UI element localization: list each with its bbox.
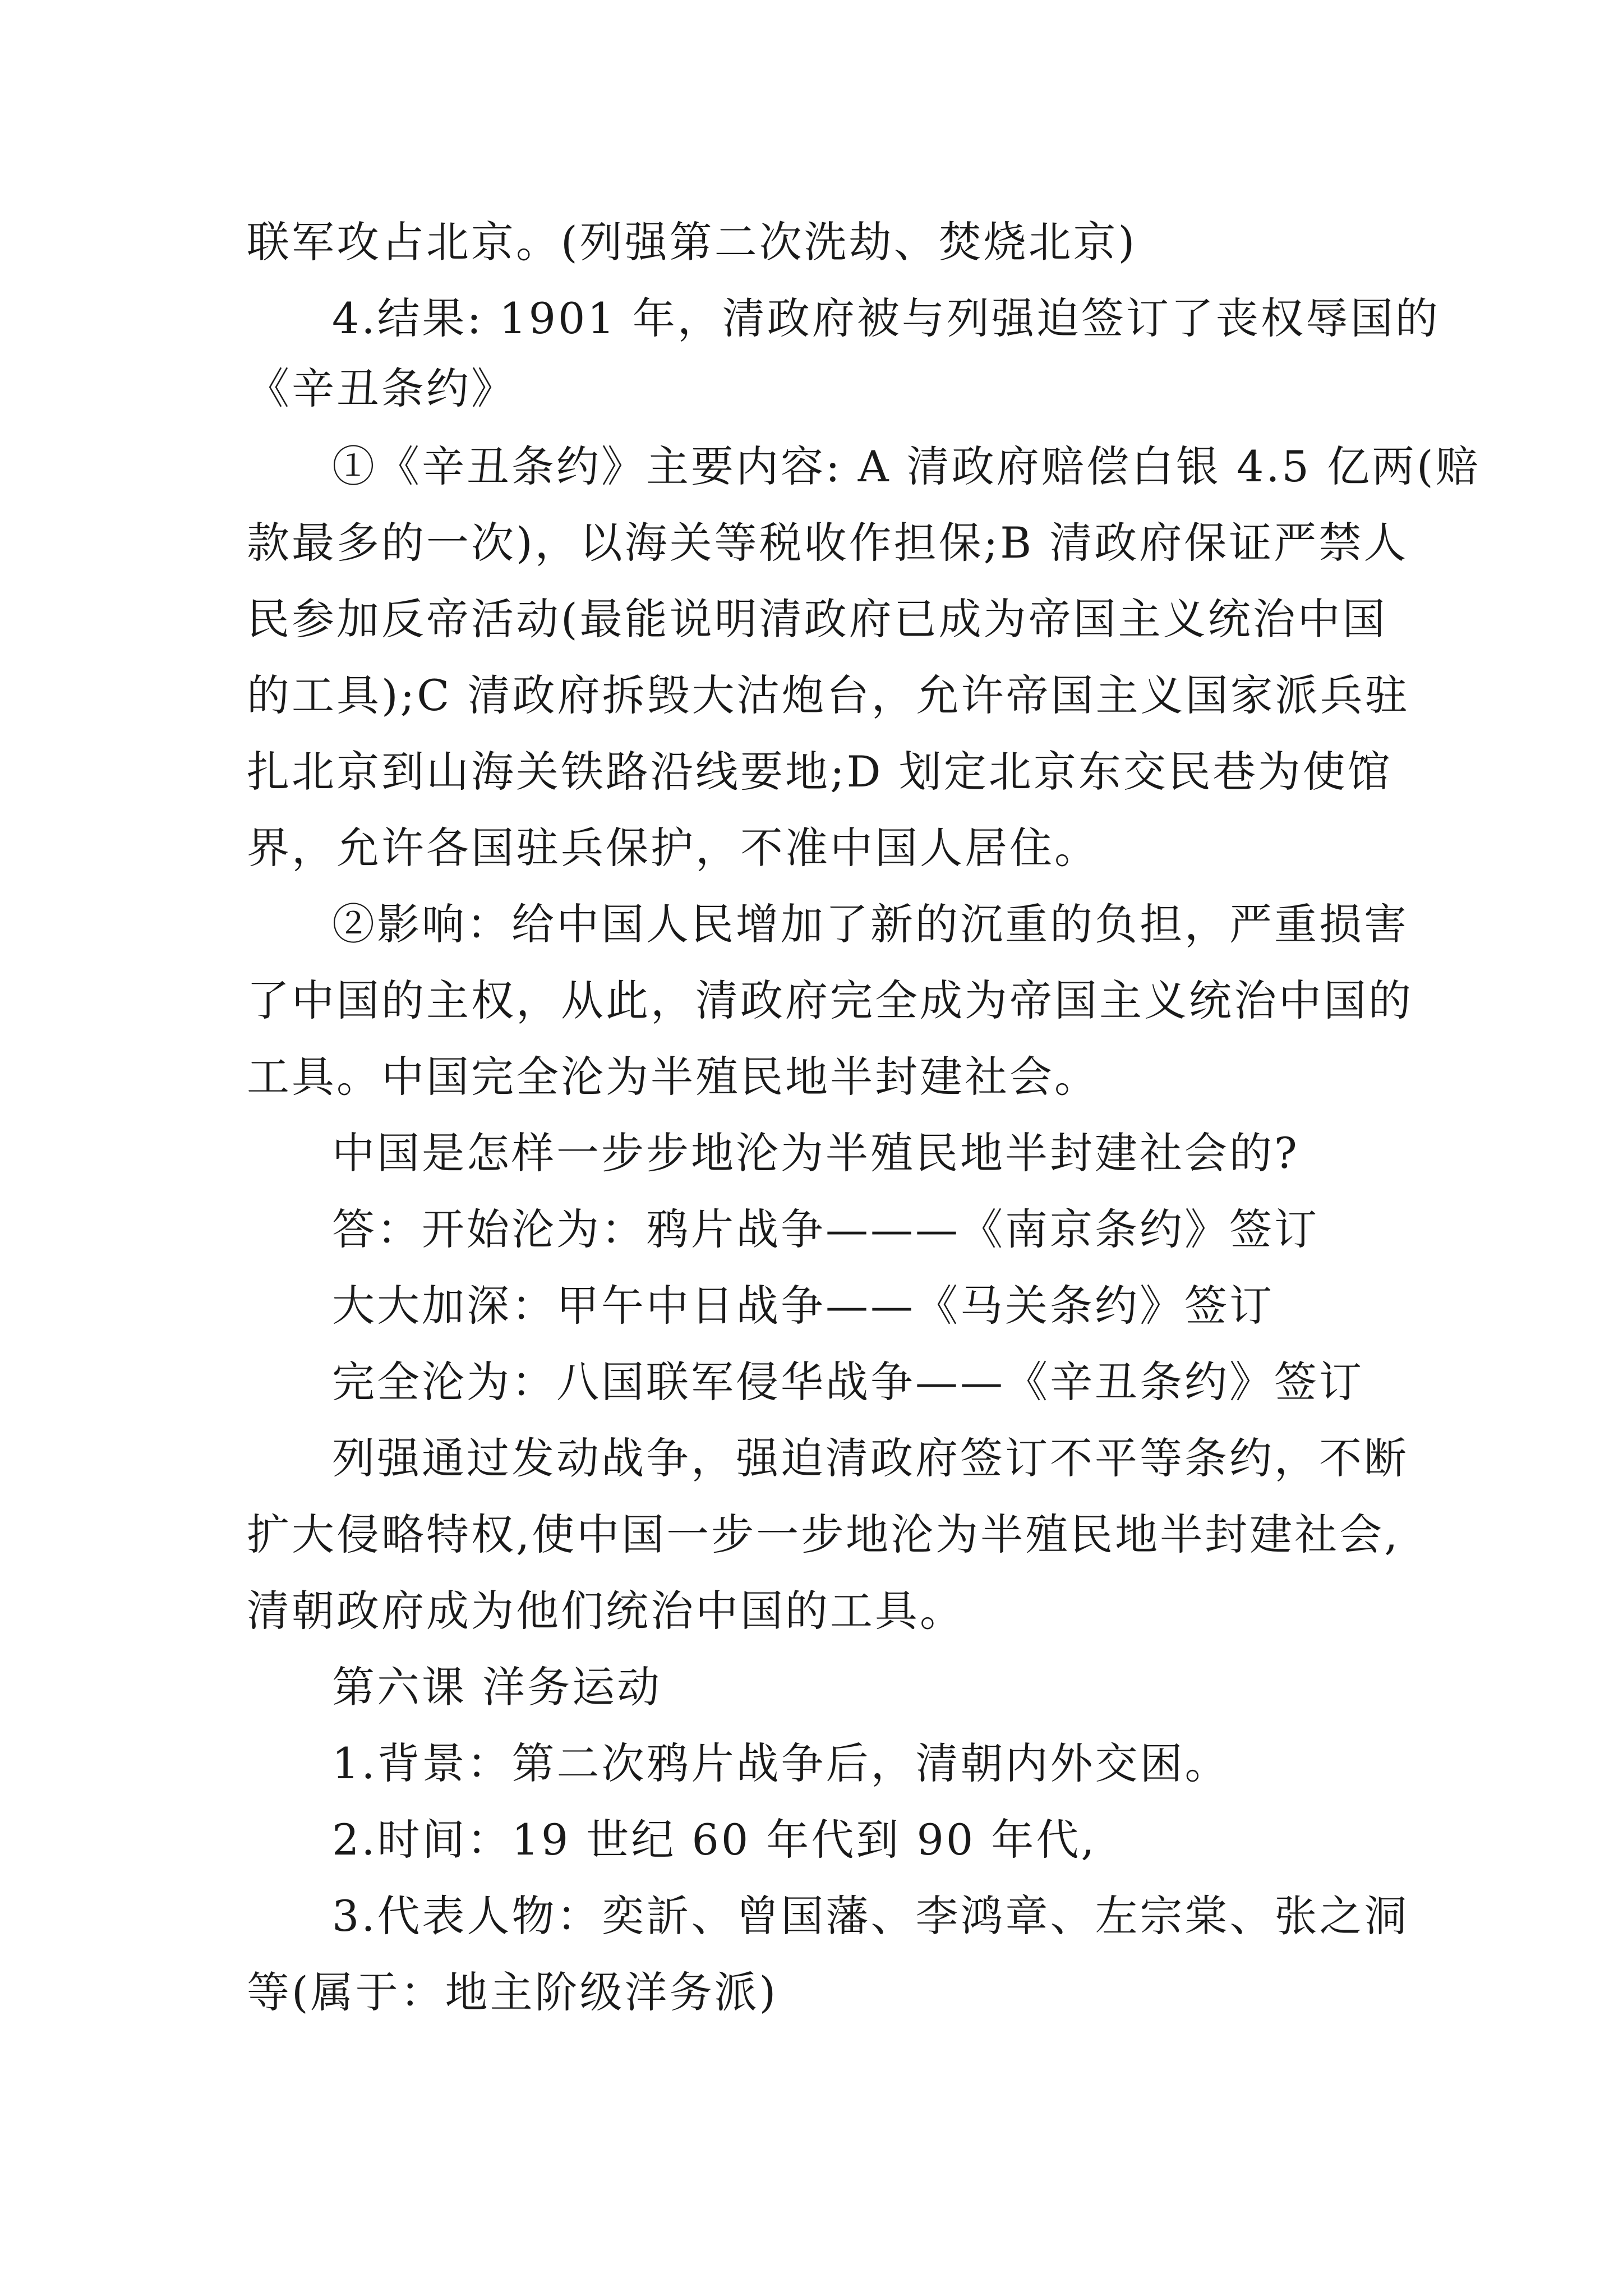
text-line: 2.时间：19 世纪 60 年代到 90 年代,	[332, 1815, 1097, 1865]
text-line: 工具。中国完全沦为半殖民地半封建社会。	[247, 1052, 1099, 1102]
text-line: 民参加反帝活动(最能说明清政府已成为帝国主义统治中国	[247, 594, 1387, 644]
text-line: 大大加深：甲午中日战争——《马关条约》签订	[332, 1281, 1274, 1331]
text-line: 答：开始沦为：鸦片战争———《南京条约》签订	[332, 1204, 1319, 1254]
text-line: 4.结果: 1901 年，清政府被与列强迫签订了丧权辱国的	[332, 293, 1440, 343]
text-line: 款最多的一次)，以海关等税收作担保;B 清政府保证严禁人	[247, 518, 1409, 568]
text-line: 完全沦为：八国联军侵华战争——《辛丑条约》签订	[332, 1357, 1364, 1407]
text-line: ①《辛丑条约》主要内容: A 清政府赔偿白银 4.5 亿两(赔	[332, 441, 1481, 491]
text-line: 清朝政府成为他们统治中国的工具。	[247, 1586, 965, 1636]
text-line: 扩大侵略特权,使中国一步一步地沦为半殖民地半封建社会,	[247, 1510, 1400, 1559]
text-line: 3.代表人物：奕訢、曾国藩、李鸿章、左宗棠、张之洞	[332, 1891, 1409, 1941]
text-line: 中国是怎样一步步地沦为半殖民地半封建社会的?	[332, 1128, 1299, 1178]
text-line: 1.背景：第二次鸦片战争后，清朝内外交困。	[332, 1738, 1230, 1788]
text-line: 联军攻占北京。(列强第二次洗劫、焚烧北京)	[247, 217, 1137, 267]
text-line: 的工具);C 清政府拆毁大沽炮台，允许帝国主义国家派兵驻	[247, 670, 1410, 720]
text-line: 列强通过发动战争，强迫清政府签订不平等条约，不断	[332, 1433, 1409, 1483]
text-line: 《辛丑条约》	[247, 364, 516, 413]
text-line: 界，允许各国驻兵保护，不准中国人居住。	[247, 823, 1099, 873]
text-line: 扎北京到山海关铁路沿线要地;D 划定北京东交民巷为使馆	[247, 747, 1393, 797]
text-line: ②影响：给中国人民增加了新的沉重的负担，严重损害	[332, 899, 1409, 949]
section-heading: 第六课 洋务运动	[332, 1662, 662, 1712]
text-line: 了中国的主权，从此，清政府完全成为帝国主义统治中国的	[247, 976, 1413, 1025]
text-line: 等(属于：地主阶级洋务派)	[247, 1967, 778, 2017]
